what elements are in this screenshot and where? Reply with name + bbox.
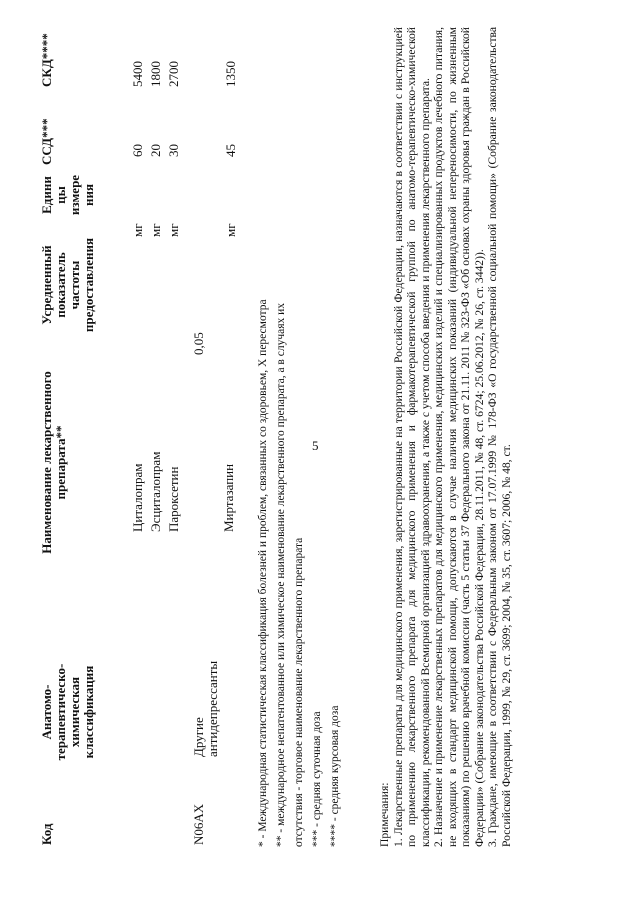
header-skd: СКД****	[39, 33, 54, 87]
drug-skd: 1350	[223, 61, 238, 87]
note-item: 3. Граждане, имеющие в соответствии с Федеральным законом от 17.07.1999 № 178-ФЗ «О государственной социальной помощи» (Собрание законодательства Российской Федерации, 1999, № 29, ст. 3699; 2004, № 35, ст. 3607; 2006, № 48, ст.	[486, 27, 513, 847]
header-ssd: ССД***	[39, 118, 54, 165]
page-number: 5	[312, 438, 319, 453]
drug-unit: мг	[130, 223, 145, 237]
footnote: * - Международная статистическая классификация болезней и проблем, связанных со здоровьем, X пересмотра	[257, 299, 269, 847]
note-item: 2. Назначение и применение лекарственных препаратов для медицинского применения, медицинских изделий и специализированных продуктов лечебного питания, не входящих в стандарт медицинской помощи, допускаются в случае наличия медицинских показаний (индивидуальной непереносимости, по жизненным показаниям) по решению врачебной комиссии (часть 5 статьи 37 Федерального закона от 21.11. 2011 № 323-ФЗ «Об основах охраны здоровья граждан в Российской Федерации» (Собрание законодательства Российской Федерации, 28.11.2011, № 48, ст. 6724; 25.06.2012, № 26, ст. 3442)).	[432, 27, 486, 847]
drug-unit: мг	[148, 223, 163, 237]
drug-unit: мг	[223, 223, 238, 237]
drug-unit: мг	[166, 223, 181, 237]
header-units: Едини цы измере ния	[39, 174, 96, 216]
header-atc: Анатомо- терапевтическо- химическая классификация	[39, 663, 96, 761]
header-code: Код	[39, 823, 54, 845]
drug-skd: 2700	[166, 61, 181, 87]
footnote: *** - средняя суточная доза	[311, 711, 323, 847]
note-item: 1. Лекарственные препараты для медицинского применения, зарегистрированные на территории Российской Федерации, назначаются в соответствии с инструкцией по применению лекарственного препарата для медицинского применения и фармакотерапевтической группой по анатомо-терапевтическо-химической классификации, рекомендованной Всемирной организацией здравоохранения, а также с учетом способа введения и применения лекарственного препарата.	[391, 27, 432, 847]
notes-title: Примечания:	[378, 782, 391, 847]
footnote: ** - международное непатентованное или химическое наименование лекарственного препарата, а в случаях их	[275, 302, 287, 847]
drug-ssd: 60	[130, 144, 145, 157]
row-frequency: 0,05	[191, 332, 206, 355]
footnote: **** - средняя курсовая доза	[329, 705, 341, 847]
drug-name: Пароксетин	[166, 466, 181, 532]
drug-ssd: 30	[166, 144, 181, 157]
footnote: отсутствия - торговое наименование лекарственного препарата	[293, 537, 305, 847]
drug-name: Миртазапин	[221, 463, 236, 532]
header-drug-name: Наименование лекарственного препарата**	[39, 371, 68, 554]
drug-name: Циталопрам	[130, 463, 145, 532]
drug-ssd: 20	[148, 144, 163, 157]
drug-ssd: 45	[223, 144, 238, 157]
row-code: N06AX	[191, 803, 206, 845]
drug-skd: 1800	[148, 61, 163, 87]
row-atc-group: Другие антидепрессанты	[191, 660, 220, 757]
header-frequency: Усредненный показатель частоты предоставления	[39, 237, 96, 333]
notes-section	[378, 27, 513, 847]
drug-name: Эсциталопрам	[148, 451, 163, 532]
drug-skd: 5400	[130, 61, 145, 87]
